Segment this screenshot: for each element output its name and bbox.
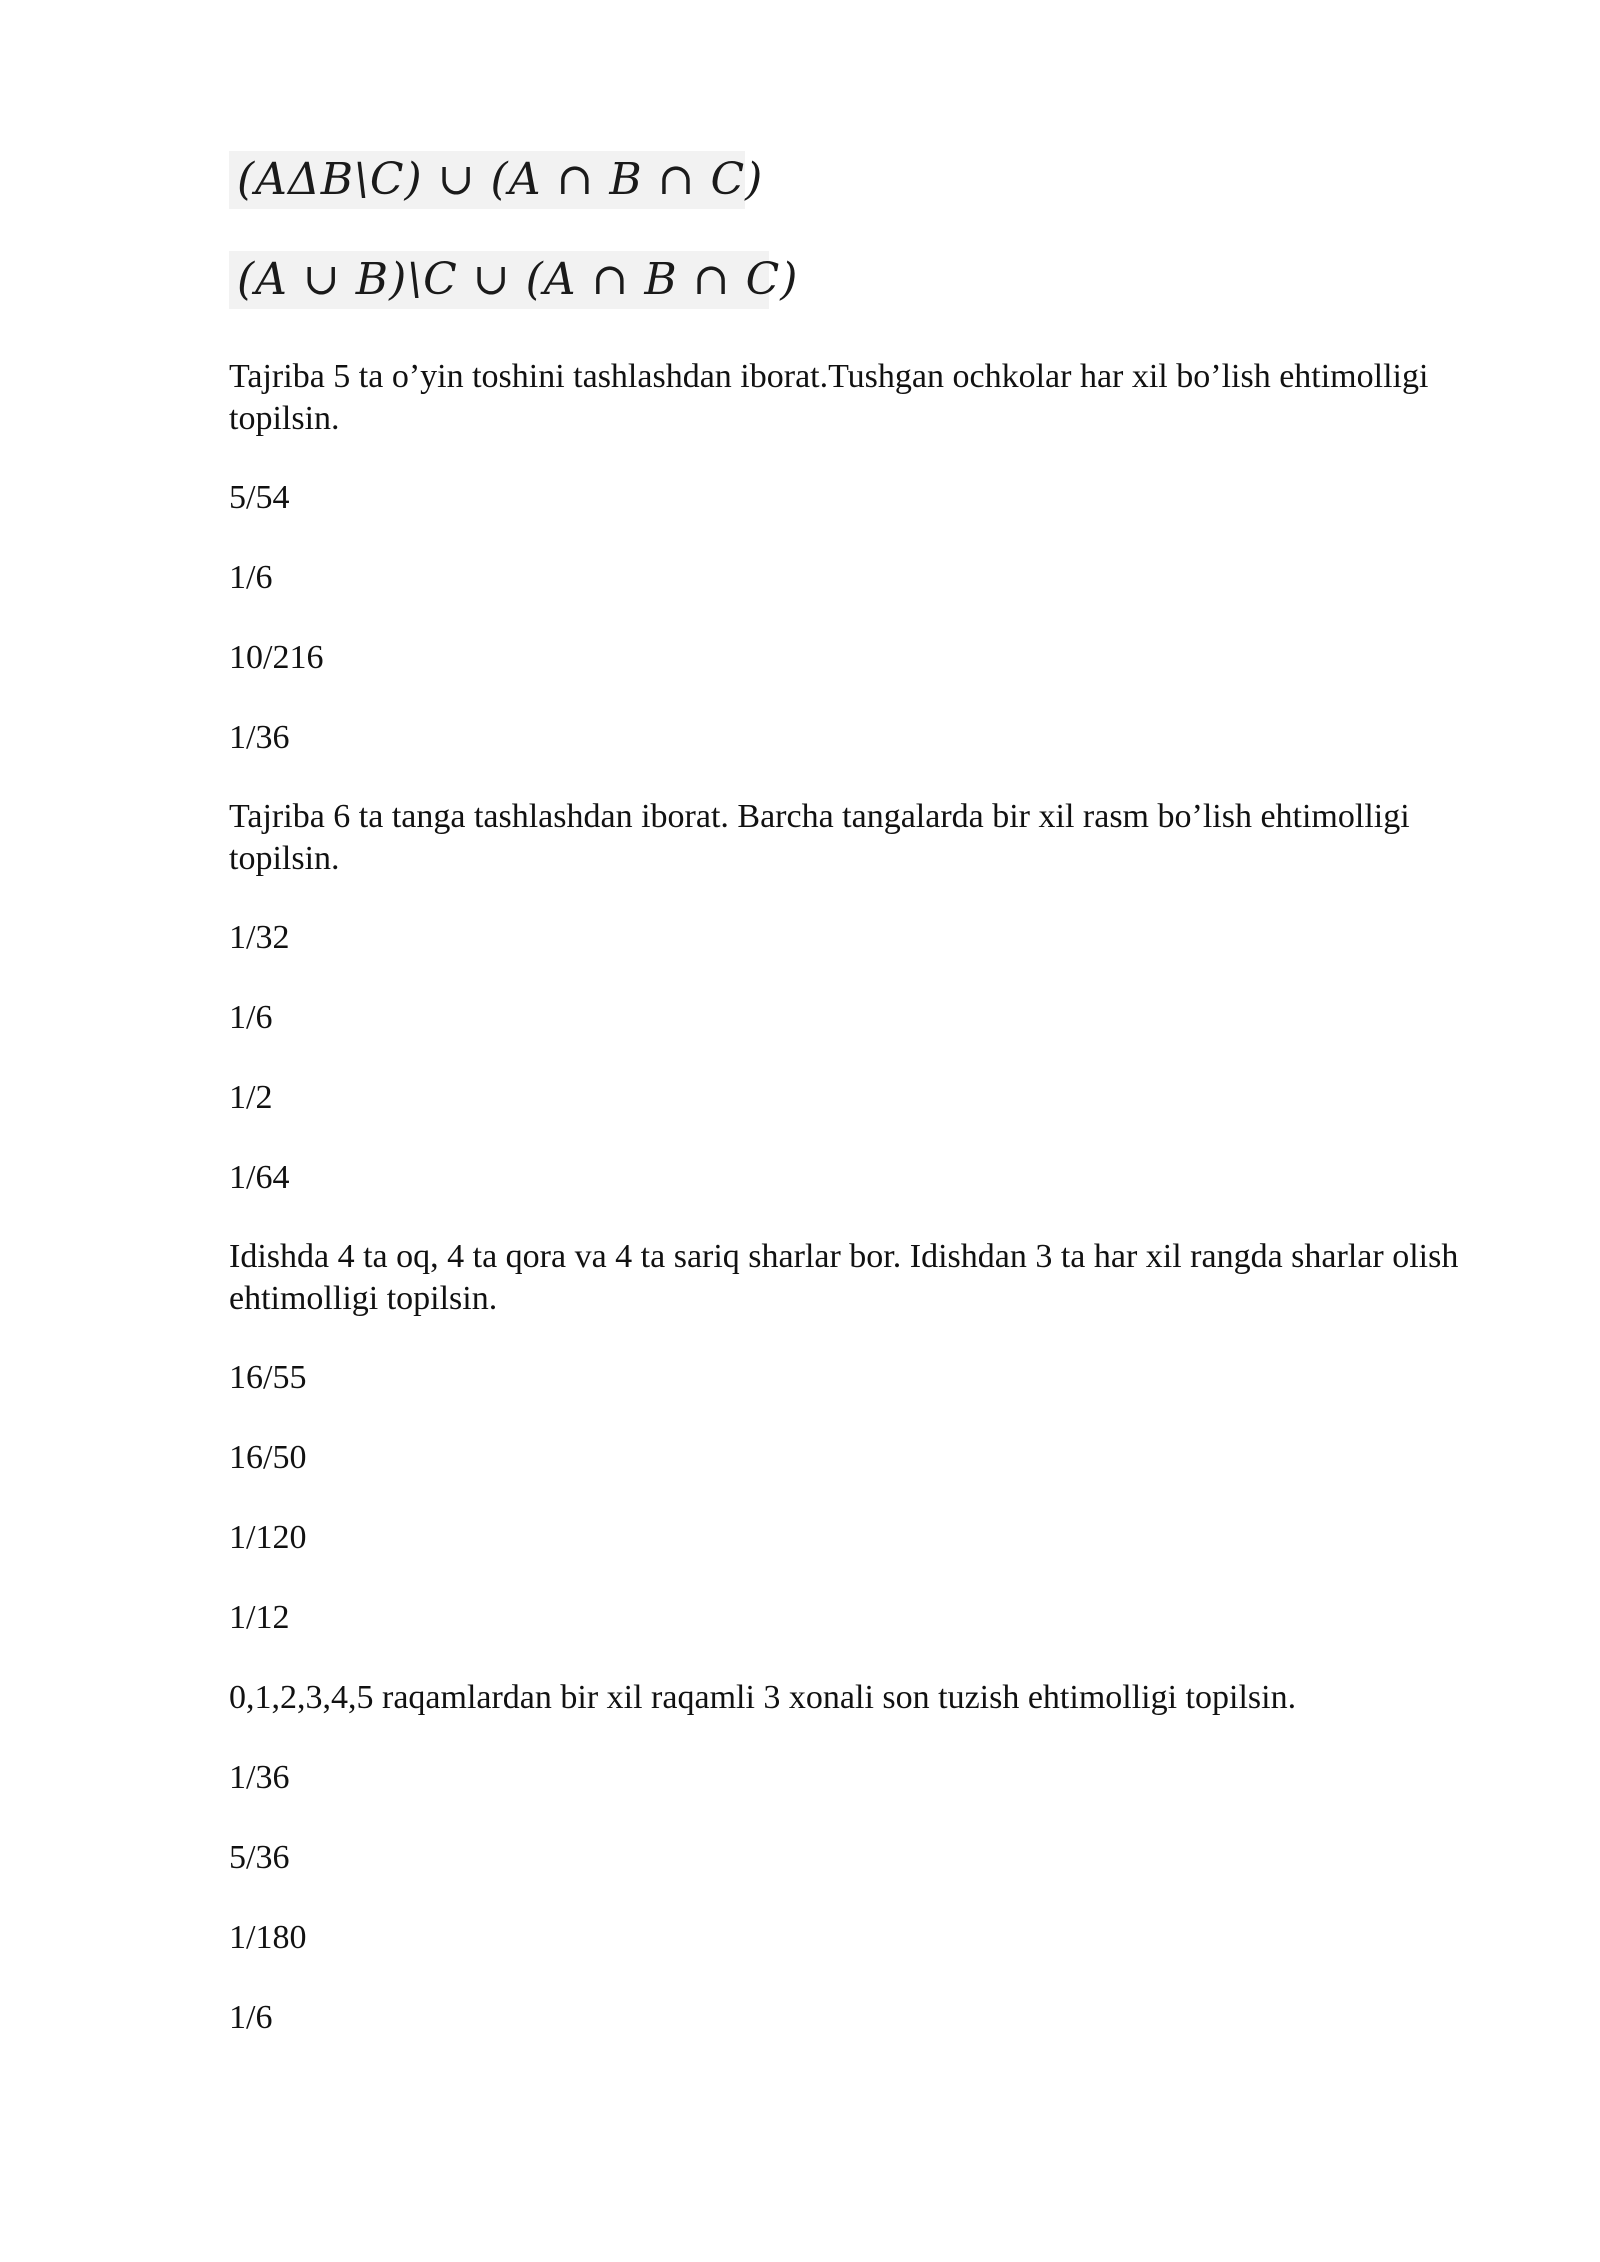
answer-option: 1/12 (229, 1599, 290, 1636)
answer-option: 1/6 (229, 1999, 273, 2036)
answer-option: 10/216 (229, 639, 324, 676)
answer-option: 1/2 (229, 1079, 273, 1116)
answer-option: 1/36 (229, 1759, 290, 1796)
answer-option: 16/55 (229, 1359, 307, 1396)
answer-option: 1/180 (229, 1919, 307, 1956)
answer-option: 1/6 (229, 999, 273, 1036)
answer-option: 1/32 (229, 919, 290, 956)
question-text: Tajriba 6 ta tanga tashlashdan iborat. Barcha tangalarda bir xil rasm bo’lish ehtimolligi topilsin. (229, 798, 1410, 877)
answer-option: 1/64 (229, 1159, 290, 1196)
answer-option: 1/120 (229, 1519, 307, 1556)
answer-option: 5/54 (229, 479, 290, 516)
question-text: Idishda 4 ta oq, 4 ta qora va 4 ta sariq sharlar bor. Idishdan 3 ta har xil rangda sharlar olish ehtimolligi topilsin. (229, 1238, 1459, 1317)
answer-option: 1/6 (229, 559, 273, 596)
formula-image: (A ∪ B)\C ∪ (A ∩ B ∩ C) (229, 251, 769, 309)
answer-option: 16/50 (229, 1439, 307, 1476)
question-text: Tajriba 5 ta o’yin toshini tashlashdan iborat.Tushgan ochkolar har xil bo’lish ehtimolligi topilsin. (229, 358, 1429, 437)
question-text: 0,1,2,3,4,5 raqamlardan bir xil raqamli 3 xonali son tuzish ehtimolligi topilsin. (229, 1679, 1297, 1716)
formula-image: (AΔB\C) ∪ (A ∩ B ∩ C) (229, 151, 745, 209)
answer-option: 1/36 (229, 719, 290, 756)
answer-option: 5/36 (229, 1839, 290, 1876)
